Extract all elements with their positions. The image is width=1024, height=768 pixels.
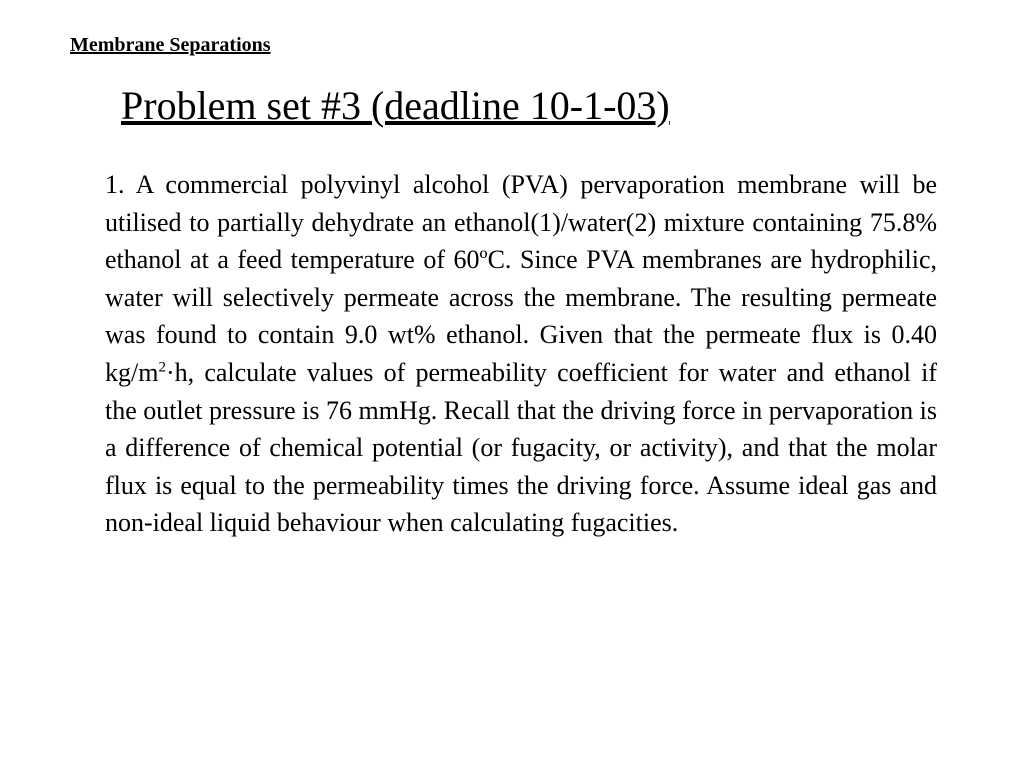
problem-superscript: 2 xyxy=(158,359,166,376)
course-header: Membrane Separations xyxy=(70,34,271,56)
problem-text xyxy=(105,166,937,542)
problem-text-part2: ·h, calculate values of permeability coefficient for water and ethanol if the outlet pressure is 76 mmHg. Recall that the driving force in pervaporation is a difference of chemical potential (or fugacity, or activity), and that the molar flux is equal to the permeability times the driving force. Assume ideal gas and non-ideal liquid behaviour when calculating fugacities. xyxy=(105,357,937,538)
page-title: Problem set #3 (deadline 10-1-03) xyxy=(121,83,670,128)
problem-text-part1: 1. A commercial polyvinyl alcohol (PVA) pervaporation membrane will be utilised to partially dehydrate an ethanol(1)/water(2) mixture containing 75.8% ethanol at a feed temperature of 60ºC. Since PVA membranes are hydrophilic, water will selectively permeate across the membrane. The resulting permeate was found to contain 9.0 wt% ethanol. Given that the permeate flux is 0.40 kg/m xyxy=(105,170,937,387)
